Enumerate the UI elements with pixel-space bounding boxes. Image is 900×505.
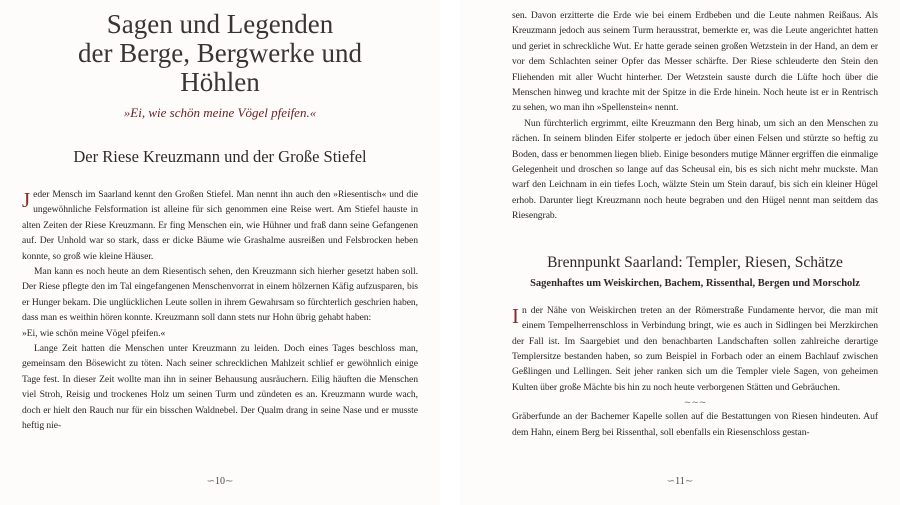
left-page bbox=[0, 0, 440, 505]
page-number-right bbox=[460, 476, 900, 487]
page-number-left bbox=[0, 476, 440, 487]
book-title-line-2: der Berge, Bergwerke und bbox=[78, 38, 362, 68]
folio-ornament-right: ∼ bbox=[225, 476, 234, 487]
paragraph-7-text: n der Nähe von Weiskirchen treten an der Römerstraße Fundamente hervor, die man mit einem Tempelherrenschloss in Verbindung bringt, wie es auch in Sidlingen bei Merzkirchen der Fall ist. Im Saargebiet und den benachbarten Landschaften sollen zahlreiche derartige Templersitze bestanden haben, so zum Beispiel in Forbach oder an einem Bachlauf zwischen Geßlingen und Lellingen. Seit jeher ranken sich um die Templer viele Sagen, von geheimen Kulten über große Mächte bis hin zu noch heute verborgenen Stätten und Gebräuchen. bbox=[512, 304, 878, 393]
folio-number: 11 bbox=[675, 476, 685, 487]
section-heading: Brennpunkt Saarland: Templer, Riesen, Schätze bbox=[547, 253, 843, 271]
folio-number: 10 bbox=[215, 476, 225, 487]
paragraph-8: Gräberfunde an der Bachemer Kapelle sollen auf die Bestattungen von Riesen hindeuten. Auf dem Hahn, einem Berg bei Rissenthal, soll ebenfalls ein Riesenschloss gestan- bbox=[512, 411, 878, 438]
drop-cap: J bbox=[22, 188, 31, 212]
paragraph-5: sen. Davon erzitterte die Erde wie bei einem Erdbeben und die Leute nahmen Reißaus. Als Kreuzmann jedoch aus seinem Turm herausstrat, bemerkte er, was die Leute angerichtet hatten und geriet in schreckliche Wut. Er hatte gerade seinen großen Wetzstein in der Hand, an dem er vor dem Schlachten seiner Opfer das Messer schärfte. Der Riese schleuderte den Stein den Fliehenden mit aller Wucht hinterher. Der Wetzstein sauste durch die Lüfte hoch über die Menschen hinweg und krachte mit der Spitze in die Erde hinein. Noch heute ist er in Rentrisch zu sehen, wo man ihn »Spellenstein« nennt. bbox=[512, 10, 878, 114]
section-separator: ~~~ bbox=[683, 398, 707, 409]
paragraph-2: Man kann es noch heute an dem Riesentisch sehen, den Kreuzmann sich hierher gesetzt haben soll. Der Riese pflegte den im Tal eingefangenen Menschenvorrat in einem hölzernen Käfig aufzusparen, bis er Hunger bekam. Die unglücklichen Leute sollen in ihrem Gewahrsam so fürchterlich geschrien haben, dass man es weithin hören konnte. Kreuzmann soll dann stets nur Hohn übrig gehabt haben: bbox=[22, 266, 418, 324]
folio-ornament-left: ∽ bbox=[666, 476, 676, 487]
folio-ornament-right: ∼ bbox=[684, 476, 694, 487]
book-gutter bbox=[440, 0, 460, 505]
section-subheading: Sagenhaftes um Weiskirchen, Bachem, Rissenthal, Bergen und Morscholz bbox=[530, 277, 860, 289]
chapter-heading: Der Riese Kreuzmann und der Große Stiefel bbox=[73, 147, 367, 166]
drop-cap: I bbox=[512, 303, 519, 328]
right-page bbox=[460, 0, 900, 505]
book-title-line-1: Sagen und Legenden bbox=[106, 9, 334, 39]
book-title-line-3: Höhlen bbox=[180, 67, 260, 97]
paragraph-4: Lange Zeit hatten die Menschen unter Kreuzmann zu leiden. Doch eines Tages beschloss man, gemeinsam den Bösewicht zu töten. Nach seiner schrecklichen Mahlzeit schlief er gewöhnlich einige Tage fest. In dieser Zeit wollte man ihn in seiner Behausung ausräuchern. Eilig häuften die Menschen viel Stroh, Reisig und trockenes Holz um seinen Turm und zündeten es an. Kreuzmann wurde wach, doch er hielt den Rauch nur für ein bisschen Waldnebel. Der Qualm drang in seine Nase und er musste heftig nie- bbox=[22, 343, 418, 432]
folio-ornament-left: ∽ bbox=[206, 476, 215, 487]
paragraph-1 bbox=[22, 187, 418, 264]
paragraph-7 bbox=[512, 303, 878, 395]
paragraph-3-quote: »Ei, wie schön meine Vögel pfeifen.« bbox=[22, 327, 166, 339]
paragraph-1-text: eder Mensch im Saarland kennt den Großen Stiefel. Man nennt ihn auch den »Riesentisch« und die ungewöhnliche Felsformation ist alleine für sich genommen eine Reise wert. Am Stiefel hauste in alten Zeiten der Riese Kreuzmann. Er fing Menschen ein, wie Hühner und fraß dann seine Gefangenen auf. Der Unhold war so stark, dass er dicke Bäume wie Grashalme ausreißen und Felsbrocken heben konnte, so groß wie kleine Häuser. bbox=[22, 189, 418, 262]
book-subtitle: »Ei, wie schön meine Vögel pfeifen.« bbox=[123, 105, 317, 120]
book-title bbox=[22, 10, 418, 97]
paragraph-6: Nun fürchterlich ergrimmt, eilte Kreuzmann den Berg hinab, um sich an den Menschen zu rächen. In seinem blinden Eifer stolperte er jedoch über einen Felsen und stürzte so heftig zu Boden, dass er benommen liegen blieb. Einige besonders mutige Männer ergriffen die einmalige Gelegenheit und droschen so lange auf das Scheusal ein, bis es sich nicht mehr muckste. Man warf den Leichnam in ein tiefes Loch, wälzte Stein um Stein darauf, bis sich ein kleiner Hügel erhob. Darunter liegt Kreuzmann noch heute begraben und den Hügel nennt man seitdem das Riesengrab. bbox=[512, 117, 878, 222]
